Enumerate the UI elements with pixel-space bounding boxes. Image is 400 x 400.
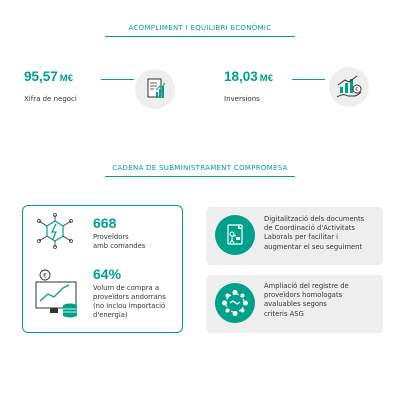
metric-unit: M€ (59, 73, 73, 84)
initiative-line: Ampliació del registre de (264, 282, 349, 290)
svg-text:€: € (43, 272, 47, 280)
section-title: ACOMPLIMENT I EQUILIBRI ECONÒMIC (128, 24, 272, 32)
initiative-line: criteris ASG (264, 309, 304, 318)
metric-investments (224, 69, 273, 103)
metric-value (224, 69, 273, 84)
metric-unit: M€ (259, 73, 273, 84)
metric-number: 18,03 (224, 69, 258, 84)
stat-line: d'energia) (93, 311, 128, 319)
initiative-line: avaluables segons (264, 300, 327, 309)
initiative-line: Laborals per facilitar i (264, 233, 339, 242)
metric-label: Xifra de negoci (24, 95, 77, 103)
divider (105, 176, 295, 177)
section-header-supply-chain (0, 164, 400, 177)
stat-line: (no inclou importació (93, 302, 166, 310)
metric-number: 95,57 (24, 69, 58, 84)
initiative-line: proveïdors homologats (264, 291, 343, 300)
initiative-text (264, 215, 364, 252)
connector-line (292, 79, 325, 80)
section-title: CADENA DE SUBMINISTRAMENT COMPROMESA (112, 164, 288, 172)
stat-suppliers (93, 216, 145, 251)
metric-value (24, 69, 77, 84)
investment-growth-icon (329, 67, 369, 107)
supplier-registry-icon (215, 283, 255, 323)
section-header-economic (0, 24, 400, 37)
svg-text:€: € (355, 87, 359, 93)
initiative-line: Digitalització dels documents (264, 215, 365, 223)
stat-value: 64% (93, 266, 122, 282)
initiative-line: de Coordinació d'Activitats (264, 224, 355, 233)
stat-value: 668 (93, 215, 117, 231)
supplier-network-icon (34, 213, 76, 253)
stat-line: proveïdors andorrans (93, 293, 166, 301)
stat-purchase-volume (93, 267, 166, 320)
digital-document-icon (215, 215, 255, 255)
stat-line: amb comandes (93, 242, 146, 250)
stat-description (93, 233, 145, 251)
purchase-volume-icon (33, 268, 81, 324)
stat-line: Proveïdors (93, 233, 129, 241)
metric-revenue (24, 69, 77, 103)
stat-description (93, 284, 166, 320)
financial-report-icon (135, 69, 175, 109)
divider (105, 36, 295, 37)
connector-line (101, 79, 134, 80)
stat-line: Volum de compra a (93, 284, 160, 292)
metric-label: Inversions (224, 95, 260, 103)
initiative-text (264, 282, 349, 319)
initiative-line: augmentar el seu seguiment (264, 242, 363, 251)
